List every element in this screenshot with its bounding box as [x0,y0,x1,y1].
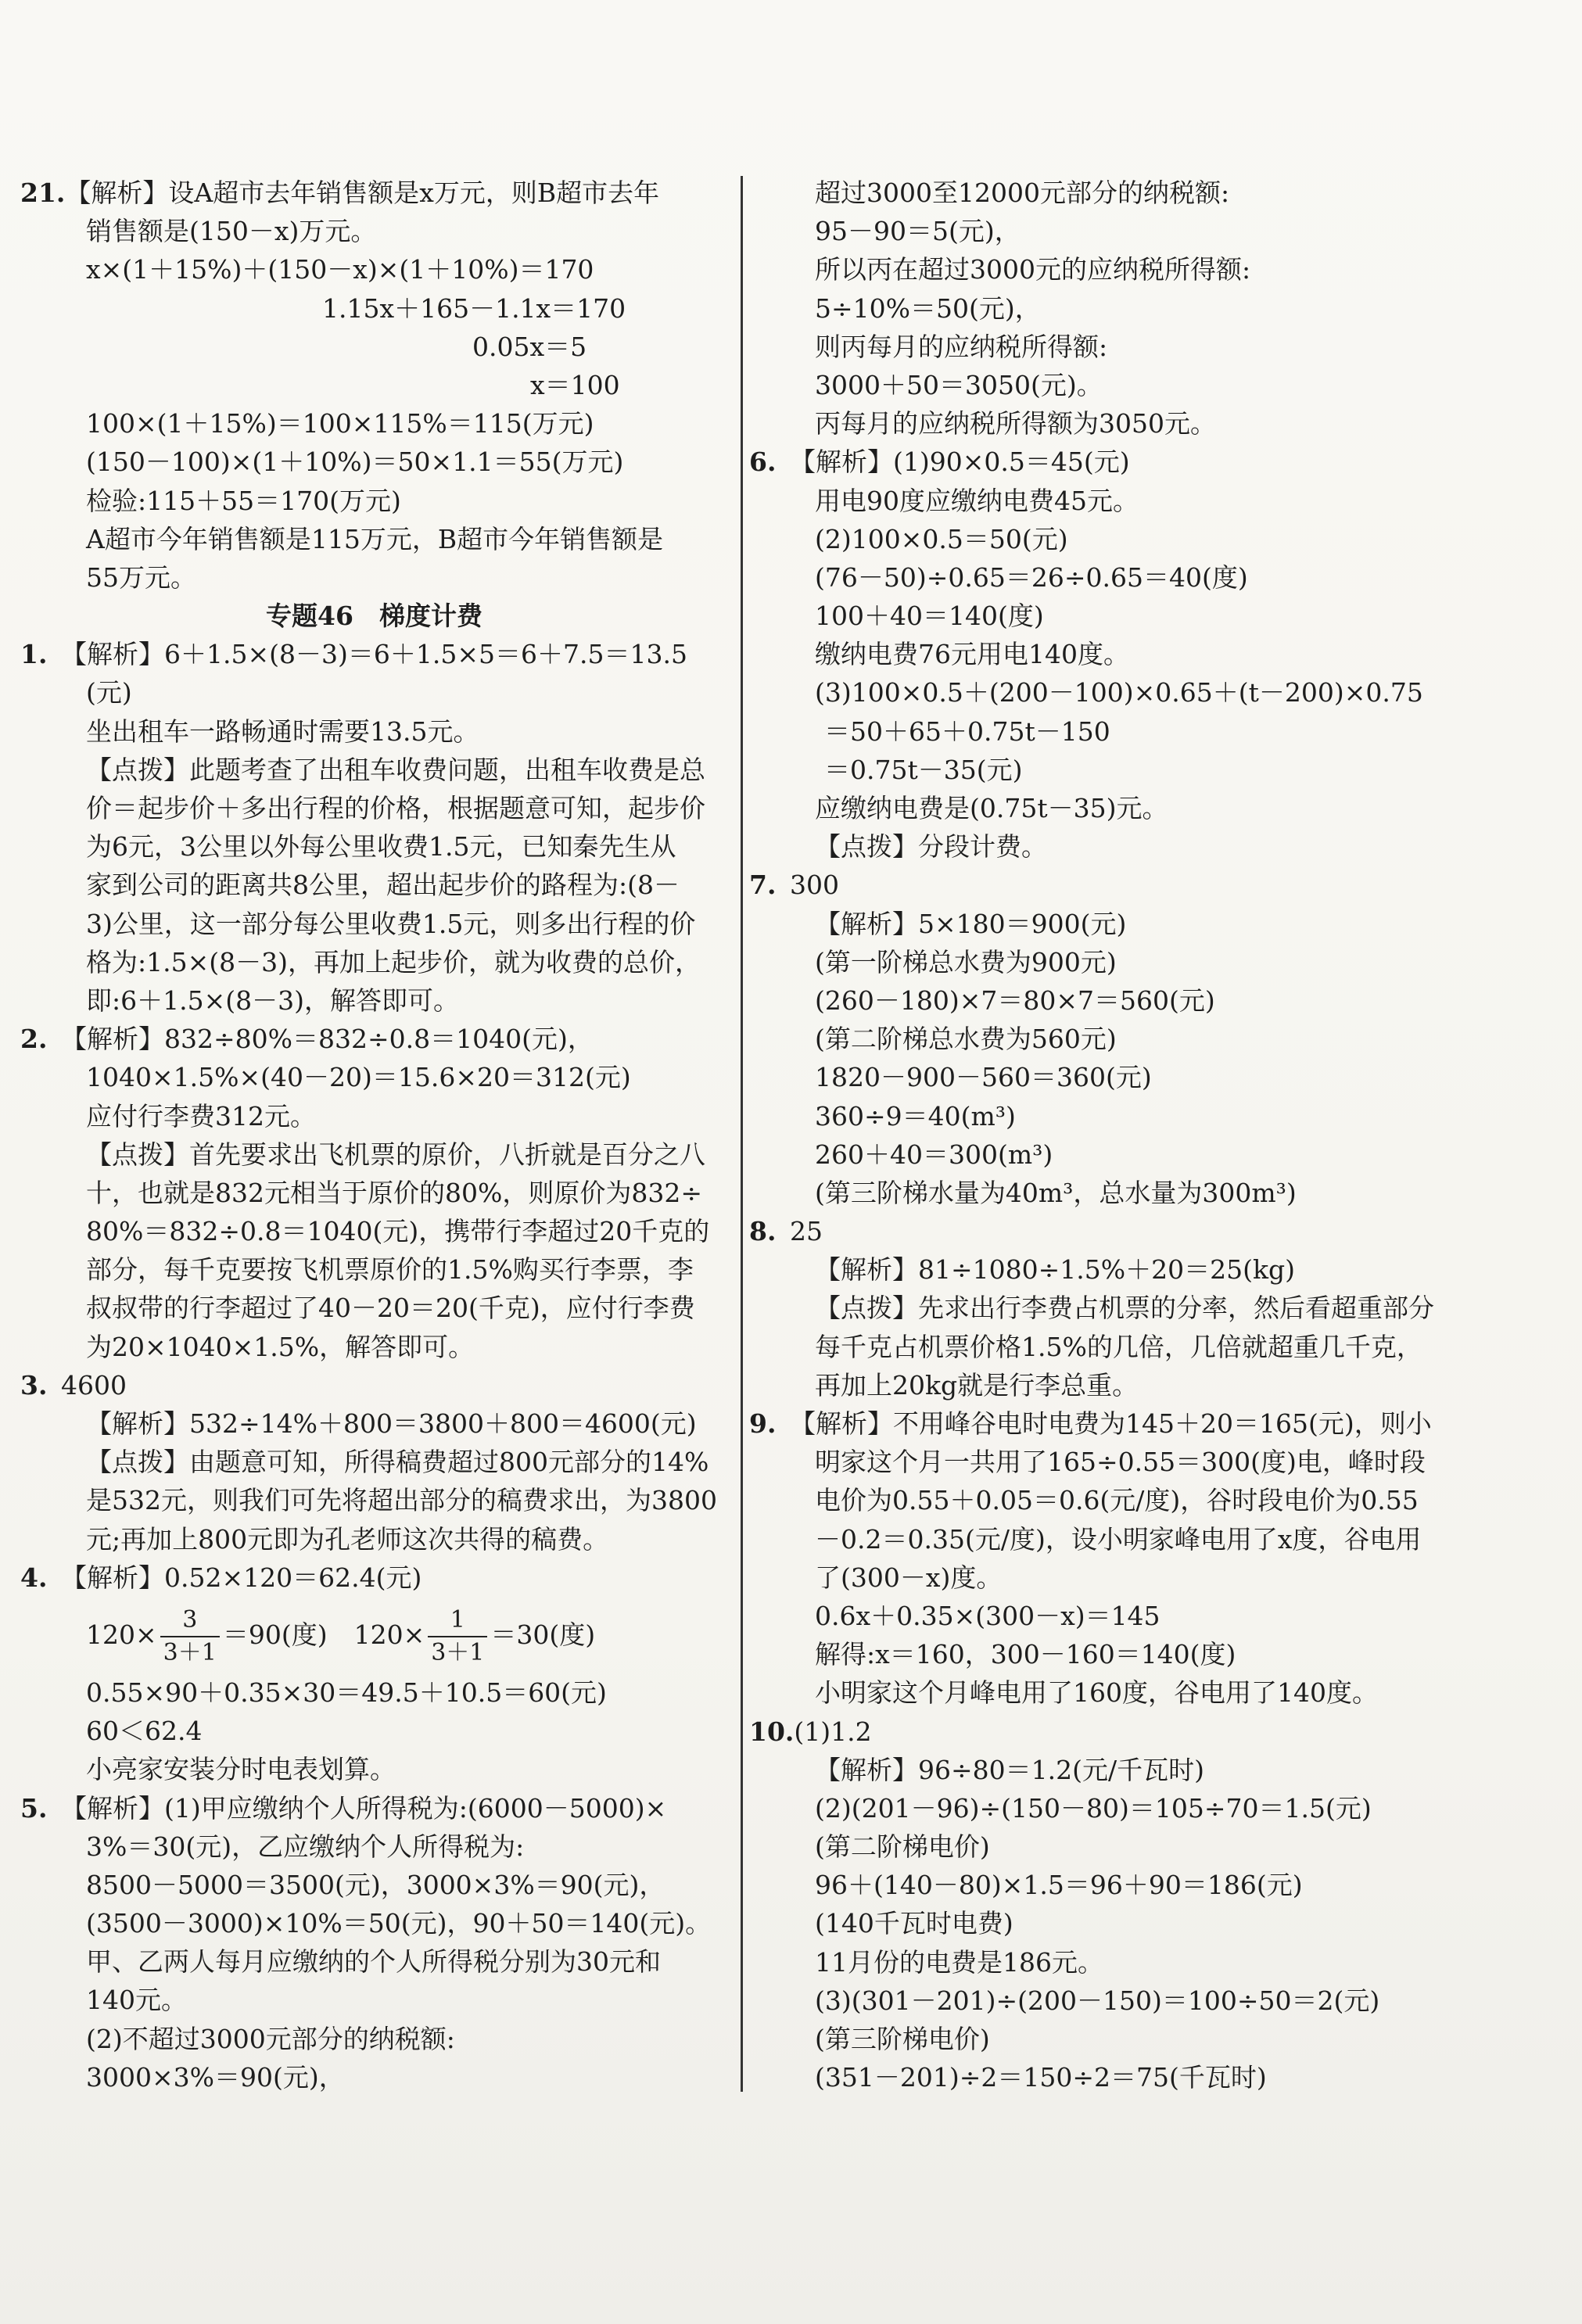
text-line: 元;再加上800元即为孔老师这次共得的稿费。 [86,1523,609,1555]
text-line: (2)100×0.5＝50(元) [815,523,1068,554]
text-line: 【解析】5×180＝900(元) [815,908,1127,939]
question-start-line [749,1212,1562,1250]
text-line: 坐出租车一路畅通时需要13.5元。 [86,715,479,747]
text-line: 所以丙在超过3000元的应纳税所得额: [815,254,1251,285]
text-line: 格为:1.5×(8－3)，再加上起步价，就为收费的总价， [86,946,701,977]
text-line: 1820－900－560＝360(元) [815,1062,1152,1093]
text-line: 小明家这个月峰电用了160度，谷电用了140度。 [815,1677,1378,1709]
text-line: 【点拨】由题意可知，所得稿费超过800元部分的14% [86,1447,709,1478]
fraction-denominator: 3＋1 [163,1638,217,1666]
text-line: 部分，每千克要按飞机票原价的1.5%购买行李票，李 [86,1254,694,1286]
question-start-line [749,1404,1562,1443]
text-line: (260－180)×7＝80×7＝560(元) [815,984,1215,1016]
text-line: 95－90＝5(元)， [815,216,1021,247]
text-line: 260＋40＝300(m³) [815,1139,1053,1170]
question-number: 6. [749,447,777,478]
text-line: 家到公司的距离共8公里，超出起步价的路程为:(8－ [86,870,680,901]
text-line: 55万元。 [86,561,196,593]
question-start-line [749,443,1562,481]
question-text: 【解析】832÷80%＝832÷0.8＝1040(元)， [61,1024,594,1055]
text-line: (76－50)÷0.65＝26÷0.65＝40(度) [815,561,1248,593]
question-number: 8. [749,1216,777,1247]
text-line: (2)不超过3000元部分的纳税额: [86,2023,455,2054]
question-start-line [749,866,1562,904]
text-line: －0.2＝0.35(元/度)，设小明家峰电用了x度，谷电用 [815,1523,1422,1555]
fraction-equation-line [20,1597,728,1673]
question-text: 【解析】0.52×120＝62.4(元) [61,1562,422,1593]
text-line: (3)100×0.5＋(200－100)×0.65＋(t－200)×0.75 [815,677,1423,708]
text-line: 1040×1.5%×(40－20)＝15.6×20＝312(元) [86,1062,631,1093]
question-start-line [20,174,728,212]
text-line: 超过3000至12000元部分的纳税额: [815,178,1230,208]
question-number: 3. [20,1369,48,1400]
text-line: 则丙每月的应纳税所得额: [815,331,1108,362]
question-start-line [20,635,728,673]
question-number: 5. [20,1792,48,1824]
text-line: (第二阶梯电价) [815,1831,990,1863]
question-text: (1)1.2 [794,1716,872,1747]
text-line: x×(1＋15%)＋(150－x)×(1＋10%)＝170 [86,254,594,285]
question-number: 10. [749,1716,795,1747]
text-line: 再加上20kg就是行李总重。 [815,1369,1139,1400]
text-line: (140千瓦时电费) [815,1908,1013,1939]
fraction-denominator: 3＋1 [431,1638,485,1666]
text-line: 明家这个月一共用了165÷0.55＝300(度)电，峰时段 [815,1447,1426,1478]
text-line: 100＋40＝140(度) [815,601,1044,632]
equation-text: ＝90(度) [222,1619,328,1650]
text-line: 甲、乙两人每月应缴纳的个人所得税分别为30元和 [86,1946,661,1978]
question-number: 2. [20,1024,48,1055]
question-text: 25 [790,1216,823,1247]
text-line: (第三阶梯电价) [815,2024,990,2054]
text-line: (351－201)÷2＝150÷2＝75(千瓦时) [815,2062,1267,2093]
text-line: (元) [86,677,132,708]
text-line: A超市今年销售额是115万元，B超市今年销售额是 [86,523,664,554]
text-line: 60＜62.4 [86,1716,203,1747]
text-line: 十，也就是832元相当于原价的80%，则原价为832÷ [86,1177,702,1208]
text-line: 价＝起步价＋多出行程的价格，根据题意可知，起步价 [86,793,705,823]
text-line: 丙每月的应纳税所得额为3050元。 [815,408,1216,439]
question-start-line [20,1020,728,1058]
question-text: 300 [790,870,839,901]
text-line: 【解析】96÷80＝1.2(元/千瓦时) [815,1754,1204,1785]
question-text: 4600 [61,1369,127,1400]
question-number: 21. [20,178,66,208]
text-line: 96＋(140－80)×1.5＝96＋90＝186(元) [815,1870,1303,1901]
text-line: (第一阶梯总水费为900元) [815,946,1117,977]
question-number: 4. [20,1562,48,1593]
text-line: 100×(1＋15%)＝100×115%＝115(万元) [86,408,594,439]
text-line: 销售额是(150－x)万元。 [86,216,377,247]
text-line: 为6元，3公里以外每公里收费1.5元，已知秦先生从 [86,831,676,863]
question-text: 【解析】(1)90×0.5＝45(元) [790,447,1130,478]
section-title: 专题46 梯度计费 [266,601,482,632]
text-line: (第二阶梯总水费为560元) [815,1024,1117,1055]
text-line: 11月份的电费是186元。 [815,1946,1103,1978]
text-line: x＝100 [530,369,620,400]
fraction [428,1605,487,1669]
text-line: 电价为0.55＋0.05＝0.6(元/度)，谷时段电价为0.55 [815,1485,1419,1516]
text-line: 了(300－x)度。 [815,1562,1003,1593]
text-line: ＝0.75t－35(元) [824,754,1023,785]
fraction-numerator: 1 [428,1605,487,1637]
text-line: (第三阶梯水量为40m³，总水量为300m³) [815,1177,1297,1208]
text-line: 【点拨】首先要求出飞机票的原价，八折就是百分之八 [86,1139,705,1170]
fraction-numerator: 3 [160,1605,220,1637]
left-column [20,174,728,2096]
text-line: 叔叔带的行李超过了40－20＝20(千克)，应付行李费 [86,1293,695,1324]
equation-text: 120× [86,1619,157,1650]
text-line: 【点拨】此题考查了出租车收费问题，出租车收费是总 [86,754,705,785]
text-line: 即:6＋1.5×(8－3)，解答即可。 [86,984,459,1016]
text-line: 0.6x＋0.35×(300－x)＝145 [815,1600,1160,1631]
text-line: 【解析】532÷14%＋800＝3800＋800＝4600(元) [86,1408,697,1439]
text-line: 80%＝832÷0.8＝1040(元)，携带行李超过20千克的 [86,1216,710,1247]
text-line: 360÷9＝40(m³) [815,1100,1016,1132]
text-line: 5÷10%＝50(元)， [815,292,1041,324]
question-start-line [20,1558,728,1597]
question-text: 【解析】设A超市去年销售额是x万元，则B超市去年 [65,178,660,208]
text-line: 3%＝30(元)，乙应缴纳个人所得税为: [86,1831,525,1862]
text-line: 【解析】81÷1080÷1.5%＋20＝25(kg) [815,1254,1295,1286]
text-line: 每千克占机票价格1.5%的几倍，几倍就超重几千克， [815,1331,1422,1362]
text-line: 0.05x＝5 [472,331,587,362]
question-text: 【解析】不用峰谷电时电费为145＋20＝165(元)，则小 [790,1408,1432,1439]
right-column [749,174,1562,2096]
column-divider [741,176,743,2092]
text-line: (3)(301－201)÷(200－150)＝100÷50＝2(元) [815,1985,1380,2016]
text-line: (3500－3000)×10%＝50(元)，90＋50＝140(元)。 [86,1908,712,1939]
question-start-line [20,1789,728,1827]
text-line: 应付行李费312元。 [86,1100,316,1132]
text-line: 0.55×90＋0.35×30＝49.5＋10.5＝60(元) [86,1677,607,1708]
text-line: 小亮家安装分时电表划算。 [86,1754,396,1785]
question-start-line [749,1713,1562,1751]
text-line: (150－100)×(1＋10%)＝50×1.1＝55(万元) [86,447,624,478]
text-line: 为20×1040×1.5%，解答即可。 [86,1331,475,1362]
question-number: 7. [749,870,777,901]
text-line: 解得:x＝160，300－160＝140(度) [815,1639,1236,1670]
text-line: 【点拨】分段计费。 [815,831,1047,863]
text-line: 3000＋50＝3050(元)。 [815,369,1103,400]
text-line: 检验:115＋55＝170(万元) [86,485,401,516]
question-text: 【解析】(1)甲应缴纳个人所得税为:(6000－5000)× [61,1792,667,1824]
text-line: 3000×3%＝90(元)， [86,2061,345,2093]
text-line: 应缴纳电费是(0.75t－35)元。 [815,793,1168,823]
text-line: 是532元，则我们可先将超出部分的稿费求出，为3800 [86,1485,717,1516]
text-line: 1.15x＋165－1.1x＝170 [322,292,626,324]
text-line: (2)(201－96)÷(150－80)＝105÷70＝1.5(元) [815,1792,1372,1824]
question-number: 9. [749,1408,777,1439]
text-line: 8500－5000＝3500(元)，3000×3%＝90(元)， [86,1869,665,1900]
fraction [160,1605,220,1669]
question-text: 【解析】6＋1.5×(8－3)＝6＋1.5×5＝6＋7.5＝13.5 [61,639,687,670]
text-line: ＝50＋65＋0.75t－150 [824,715,1110,747]
text-line: 缴纳电费76元用电140度。 [815,639,1129,670]
equation-text: 120× [353,1619,425,1650]
text-line: 3)公里，这一部分每公里收费1.5元，则多出行程的价 [86,908,696,939]
question-start-line [20,1366,728,1404]
question-number: 1. [20,639,48,670]
equation-text: ＝30(度) [490,1619,596,1650]
text-line: 用电90度应缴纳电费45元。 [815,485,1139,516]
text-line: 【点拨】先求出行李费占机票的分率，然后看超重部分 [815,1293,1434,1324]
text-line: 140元。 [86,1985,187,2016]
